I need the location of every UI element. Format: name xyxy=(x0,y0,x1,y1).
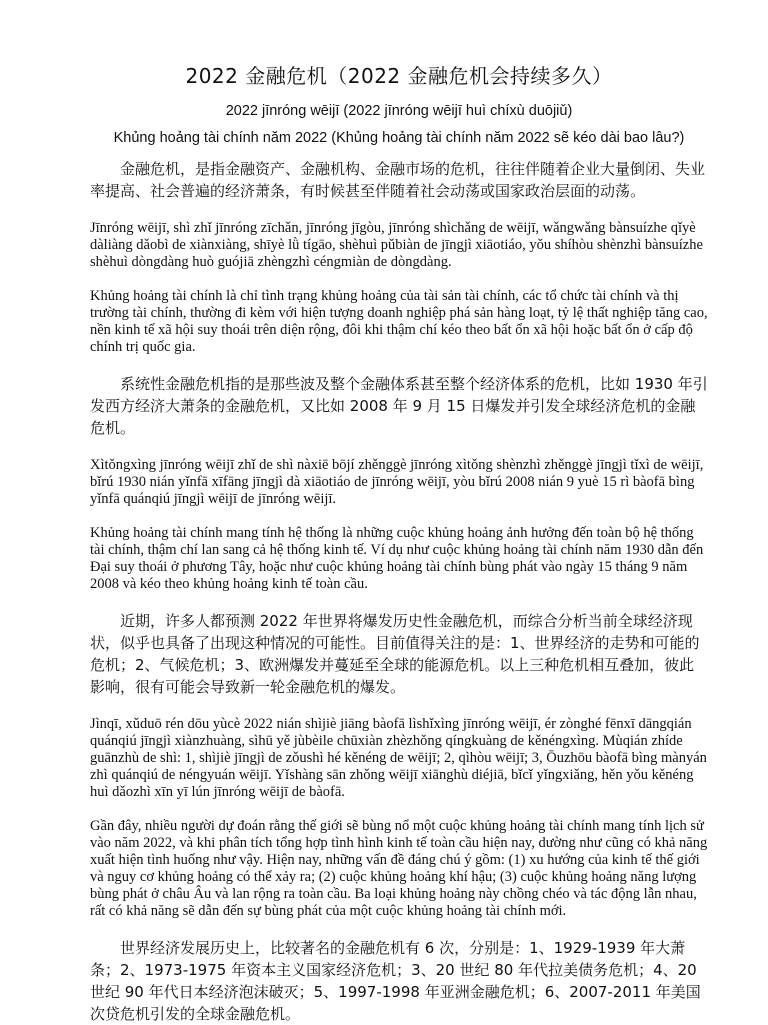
paragraph-chinese-3: 近期，许多人都预测 2022 年世界将爆发历史性金融危机，而综合分析当前全球经济现状，似乎也具备了出现这种情况的可能性。目前值得关注的是：1、世界经济的走势和可能的危机；2、气候危机；3、欧洲爆发并蔓延至全球的能源危机。以上三种危机相互叠加，彼此影响，很有可能会导致新一轮金融危机的爆发。 xyxy=(90,612,700,696)
document-title: 2022 金融危机（2022 金融危机会持续多久） xyxy=(185,64,613,88)
paragraph-chinese-2: 系统性金融危机指的是那些波及整个金融体系甚至整个经济体系的危机，比如 1930 年引发西方经济大萧条的金融危机，又比如 2008 年 9 月 15 日爆发并引发全球经济危机的金融危机。 xyxy=(90,375,708,437)
document-subtitle-vietnamese: Khủng hoảng tài chính năm 2022 (Khủng hoảng tài chính năm 2022 sẽ kéo dài bao lâu?) xyxy=(113,130,685,146)
paragraph-vietnamese-1: Khủng hoảng tài chính là chỉ tình trạng khủng hoảng của tài sản tài chính, các tổ chức tài chính và thị trường tài chính, thường đi kèm với hiện tượng doanh nghiệp phá sản hàng loạt, tỷ lệ thất nghiệp tăng cao, nền kinh tế xã hội suy thoái trên diện rộng, đôi khi thậm chí kéo theo bất ổn xã hội hoặc bất ổn ở cấp độ chính trị quốc gia. xyxy=(90,288,708,355)
paragraph-vietnamese-3: Gần đây, nhiều người dự đoán rằng thế giới sẽ bùng nổ một cuộc khủng hoảng tài chính mang tính lịch sử vào năm 2022, và khi phân tích tổng hợp tình hình kinh tế toàn cầu hiện nay, dường như cũng có khả năng xuất hiện tình huống như vậy. Hiện nay, những vấn đề đáng chú ý gồm: (1) xu hướng của kinh tế thế giới và nguy cơ khủng hoảng có thể xảy ra; (2) cuộc khủng hoảng khí hậu; (3) cuộc khủng hoảng năng lượng bùng phát ở châu Âu và lan rộng ra toàn cầu. Ba loại khủng hoảng này chồng chéo và tác động lẫn nhau, rất có khả năng sẽ dẫn đến sự bùng phát của một cuộc khủng hoảng tài chính mới. xyxy=(90,818,708,919)
paragraph-pinyin-1: Jīnróng wēijī, shì zhǐ jīnróng zīchǎn, jīnróng jīgòu, jīnróng shìchǎng de wēijī, wǎngwǎng bànsuízhe qǐyè dàliàng dǎobì de xiànxiàng, shīyè lǜ tígāo, shèhuì pǔbiàn de jīngjì xiāotiáo, yǒu shíhòu shènzhì bànsuízhe shèhuì dòngdàng huò guójiā zhèngzhì céngmiàn de dòngdàng. xyxy=(90,220,703,270)
document-subtitle-pinyin: 2022 jīnróng wēijī (2022 jīnróng wēijī huì chíxù duōjiǔ) xyxy=(225,103,573,119)
paragraph-chinese-1: 金融危机，是指金融资产、金融机构、金融市场的危机，往往伴随着企业大量倒闭、失业率提高、社会普遍的经济萧条，有时候甚至伴随着社会动荡或国家政治层面的动荡。 xyxy=(90,160,706,200)
paragraph-chinese-4: 世界经济发展历史上，比较著名的金融危机有 6 次，分别是：1、1929-1939 年大萧条；2、1973-1975 年资本主义国家经济危机；3、20 世纪 80 年代拉美债务危机；4、20 世纪 90 年代日本经济泡沫破灭；5、1997-1998 年亚洲金融危机；6、2007-2011 年美国次贷危机引发的全球金融危机。 xyxy=(90,939,701,1023)
paragraph-pinyin-2: Xìtǒngxìng jīnróng wēijī zhǐ de shì nàxiē bōjí zhěnggè jīnróng xìtǒng shènzhì zhěnggè jīngjì tǐxì de wēijī, bǐrú 1930 nián yǐnfā xīfāng jīngjì dà xiāotiáo de jīnróng wēijī, yòu bǐrú 2008 nián 9 yuè 15 rì bàofā bìng yǐnfā quánqiú jīngjì wēijī de jīnróng wēijī. xyxy=(90,457,704,507)
paragraph-pinyin-3: Jìnqī, xǔduō rén dōu yùcè 2022 nián shìjiè jiāng bàofā lìshǐxìng jīnróng wēijī, ér zònghé fēnxī dāngqián quánqiú jīngjì xiànzhuàng, sìhū yě jùbèile chūxiàn zhèzhǒng qíngkuàng de kěnéngxìng. Mùqián zhíde guānzhù de shì: 1, shìjiè jīngjì de zǒushì hé kěnéng de wēijī; 2, qìhòu wēijī; 3, Ōuzhōu bàofā bìng mànyán zhì quánqiú de néngyuán wēijī. Yǐshàng sān zhǒng wēijī xiānghù diéjiā, bǐcǐ yǐngxiǎng, hěn yǒu kěnéng huì dǎozhì xīn yī lún jīnróng wēijī de bàofā. xyxy=(90,716,707,800)
paragraph-vietnamese-2: Khủng hoảng tài chính mang tính hệ thống là những cuộc khủng hoảng ảnh hưởng đến toàn bộ hệ thống tài chính, thậm chí lan sang cả hệ thống kinh tế. Ví dụ như cuộc khủng hoảng tài chính năm 1930 dẫn đến Đại suy thoái ở phương Tây, hoặc như cuộc khủng hoảng tài chính bùng phát vào ngày 15 tháng 9 năm 2008 và kéo theo khủng hoảng kinh tế toàn cầu. xyxy=(90,525,704,592)
